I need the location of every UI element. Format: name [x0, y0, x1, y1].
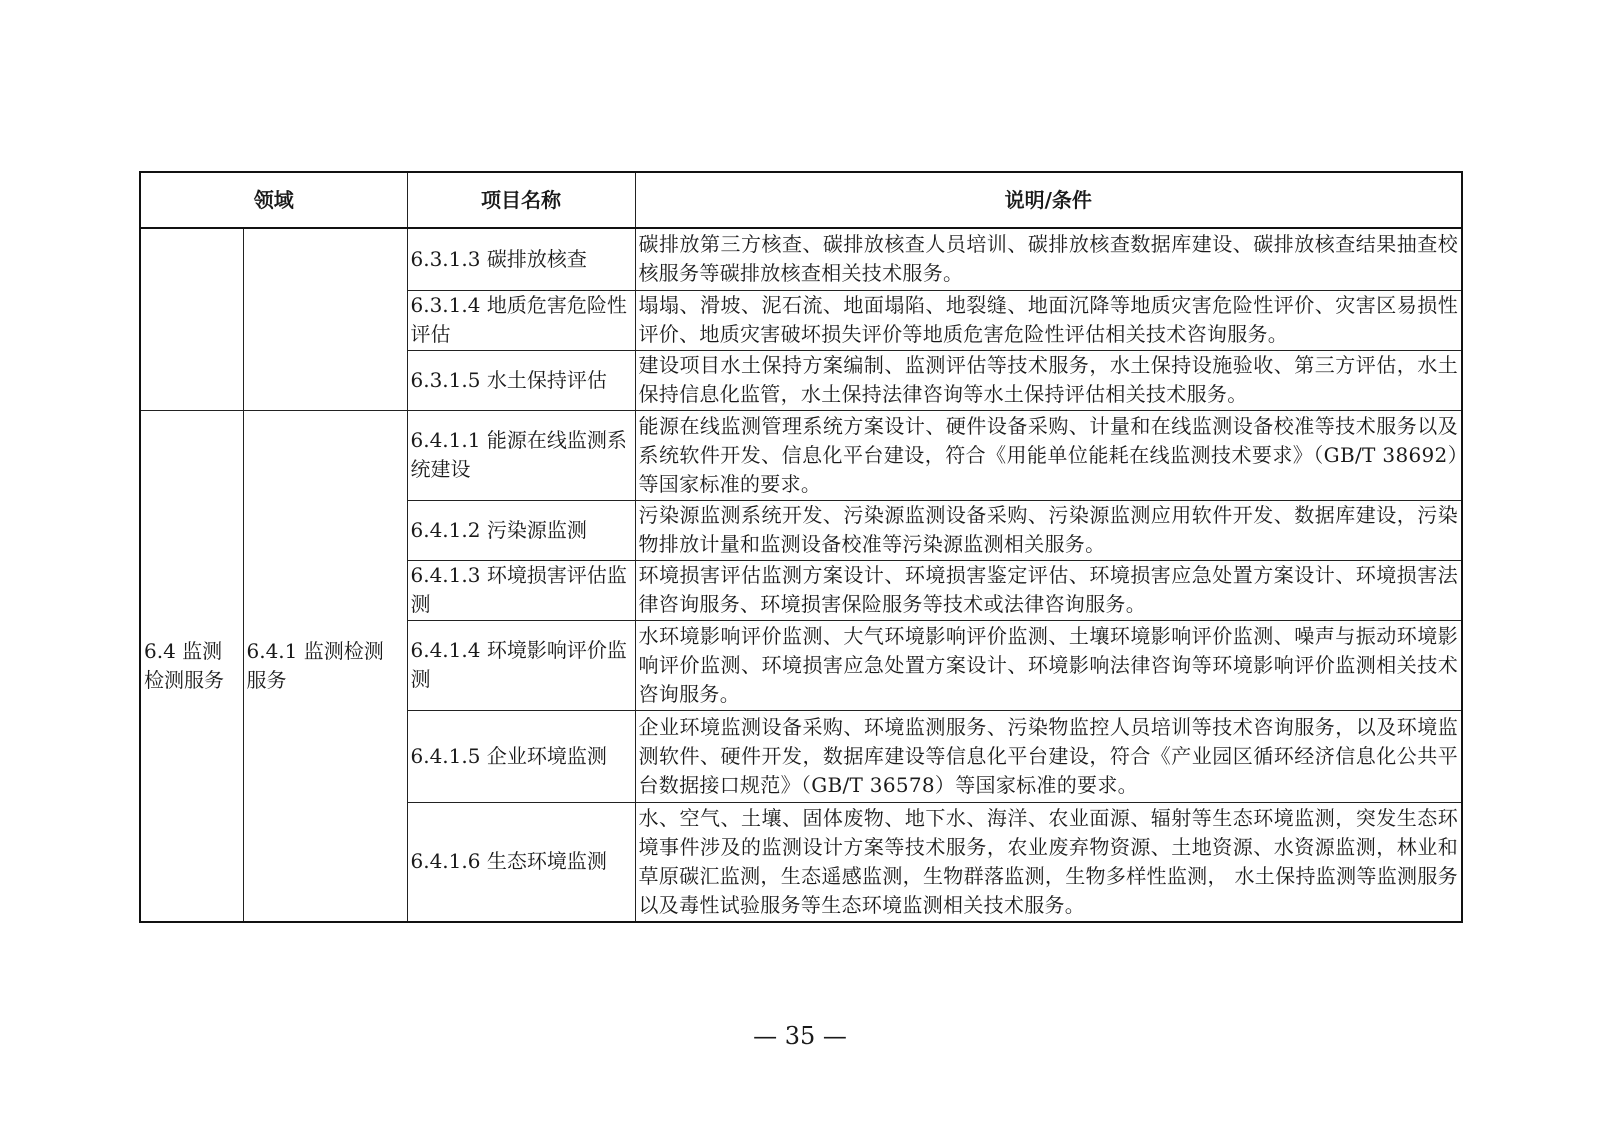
project-name-cell: 6.4.1.2 污染源监测 — [407, 500, 635, 560]
description-cell: 污染源监测系统开发、污染源监测设备采购、污染源监测应用软件开发、数据库建设，污染物排放计量和监测设备校准等污染源监测相关服务。 — [635, 500, 1462, 560]
table-row — [140, 410, 1462, 500]
description-cell: 水环境影响评价监测、大气环境影响评价监测、土壤环境影响评价监测、噪声与振动环境影响评价监测、环境损害应急处置方案设计、环境影响法律咨询等环境影响评价监测相关技术咨询服务。 — [635, 620, 1462, 710]
domain-level1-cell-empty — [140, 228, 243, 410]
project-name-cell: 6.3.1.4 地质危害危险性评估 — [407, 290, 635, 350]
project-name-cell: 6.4.1.1 能源在线监测系统建设 — [407, 410, 635, 500]
page-number: — 35 — — [753, 1022, 847, 1050]
header-description: 说明/条件 — [635, 172, 1462, 228]
description-cell: 环境损害评估监测方案设计、环境损害鉴定评估、环境损害应急处置方案设计、环境损害法律咨询服务、环境损害保险服务等技术或法律咨询服务。 — [635, 560, 1462, 620]
description-cell: 能源在线监测管理系统方案设计、硬件设备采购、计量和在线监测设备校准等技术服务以及系统软件开发、信息化平台建设，符合《用能单位能耗在线监测技术要求》（GB/T 38692）等国家标准的要求。 — [635, 410, 1462, 500]
description-cell: 碳排放第三方核查、碳排放核查人员培训、碳排放核查数据库建设、碳排放核查结果抽查校核服务等碳排放核查相关技术服务。 — [635, 228, 1462, 290]
content-table — [139, 171, 1463, 923]
project-name-cell: 6.4.1.3 环境损害评估监测 — [407, 560, 635, 620]
domain-level2-cell: 6.4.1 监测检测服务 — [243, 410, 407, 922]
description-cell: 企业环境监测设备采购、环境监测服务、污染物监控人员培训等技术咨询服务，以及环境监测软件、硬件开发，数据库建设等信息化平台建设，符合《产业园区循环经济信息化公共平台数据接口规范》（GB/T 36578）等国家标准的要求。 — [635, 710, 1462, 802]
project-name-cell: 6.4.1.6 生态环境监测 — [407, 802, 635, 922]
description-cell: 水、空气、土壤、固体废物、地下水、海洋、农业面源、辐射等生态环境监测，突发生态环境事件涉及的监测设计方案等技术服务，农业废弃物资源、土地资源、水资源监测，林业和草原碳汇监测，生态遥感监测，生物群落监测，生物多样性监测， 水土保持监测等监测服务以及毒性试验服务等生态环境监测相关技术服务。 — [635, 802, 1462, 922]
table-row — [140, 228, 1462, 290]
project-name-cell: 6.4.1.5 企业环境监测 — [407, 710, 635, 802]
project-name-cell: 6.3.1.5 水土保持评估 — [407, 350, 635, 410]
project-name-cell: 6.3.1.3 碳排放核查 — [407, 228, 635, 290]
header-domain: 领域 — [140, 172, 407, 228]
domain-level1-cell: 6.4 监测检测服务 — [140, 410, 243, 922]
table-header-row — [140, 172, 1462, 228]
domain-level2-cell-empty — [243, 228, 407, 410]
description-cell: 建设项目水土保持方案编制、监测评估等技术服务，水土保持设施验收、第三方评估，水土保持信息化监管，水土保持法律咨询等水土保持评估相关技术服务。 — [635, 350, 1462, 410]
header-project-name: 项目名称 — [407, 172, 635, 228]
description-cell: 塌塌、滑坡、泥石流、地面塌陷、地裂缝、地面沉降等地质灾害危险性评价、灾害区易损性评价、地质灾害破坏损失评价等地质危害危险性评估相关技术咨询服务。 — [635, 290, 1462, 350]
project-name-cell: 6.4.1.4 环境影响评价监测 — [407, 620, 635, 710]
